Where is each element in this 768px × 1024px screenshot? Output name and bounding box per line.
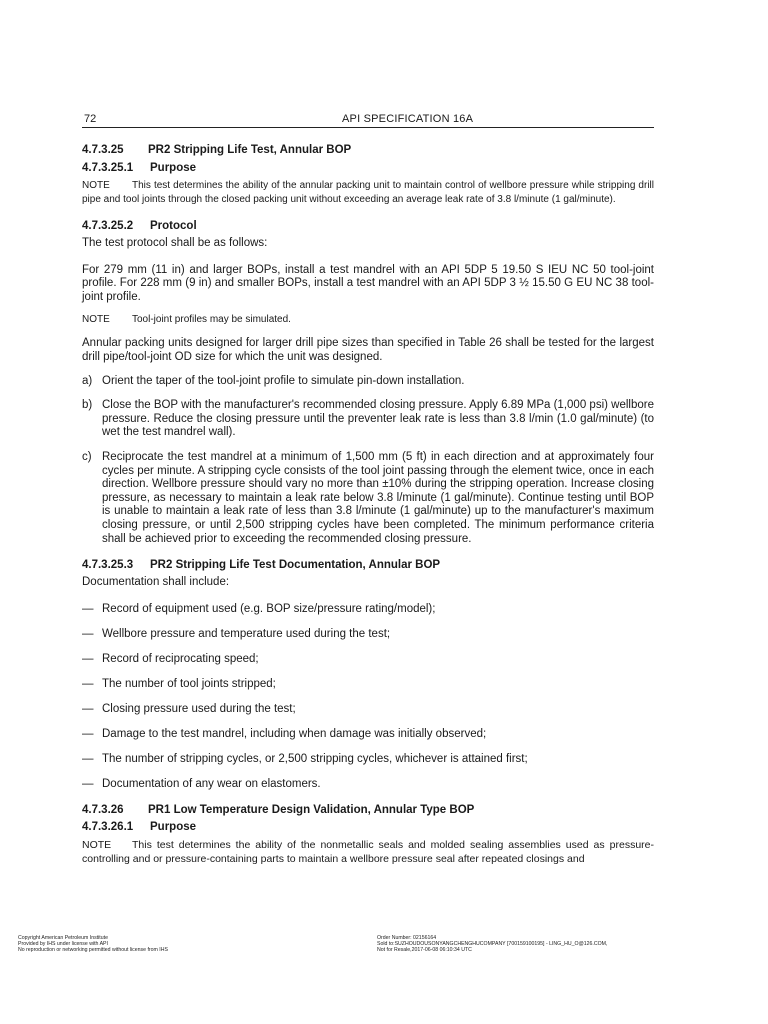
- list-item: — Record of reciprocating speed;: [82, 652, 259, 665]
- page-content: [82, 142, 654, 866]
- list-item: — Documentation of any wear on elastomers.: [82, 777, 321, 790]
- footer-copyright: Copyright American Petroleum Institute Provided by IHS under license with API No reproduction or networking permitted without license from IHS: [18, 935, 168, 954]
- step-b: b) Close the BOP with the manufacturer's recommended closing pressure. Apply 6.89 MPa (1,000 psi) wellbore pressure. Reduce the closing pressure until the preventer leak rate is less than 3.8 l/min (1.0 gal/minute) (to wet the test mandrel wall).: [82, 399, 654, 439]
- documentation-intro: Documentation shall include:: [82, 576, 230, 589]
- subsection-heading-protocol: 4.7.3.25.2 Protocol: [82, 220, 197, 232]
- list-item: — Damage to the test mandrel, including when damage was initially observed;: [82, 727, 487, 740]
- purpose-note-2: NOTE This test determines the ability of the nonmetallic seals and molded sealing assemblies used as pressure-controlling and or pressure-containing parts to maintain a wellbore pressure seal after repeated closings and: [82, 838, 654, 865]
- purpose-note: NOTE This test determines the ability of the annular packing unit to maintain control of wellbore pressure while stripping drill pipe and tool joints through the closed packing unit without exceeding an average leak rate of 3.8 l/minute (1 gal/minute).: [82, 180, 654, 205]
- subsection-heading-purpose-2: 4.7.3.26.1 Purpose: [82, 820, 197, 833]
- section-heading-4-7-3-26: 4.7.3.26 PR1 Low Temperature Design Validation, Annular Type BOP: [82, 803, 475, 816]
- documentation-list: [82, 602, 654, 791]
- protocol-intro: The test protocol shall be as follows:: [82, 237, 268, 249]
- header-title: API SPECIFICATION 16A: [342, 113, 474, 125]
- list-item: — Closing pressure used during the test;: [82, 702, 296, 715]
- subsection-heading-purpose: 4.7.3.25.1 Purpose: [82, 162, 197, 174]
- list-item: — The number of tool joints stripped;: [82, 677, 276, 690]
- page-header: [82, 113, 654, 128]
- section-heading-4-7-3-25: 4.7.3.25 PR2 Stripping Life Test, Annular BOP: [82, 144, 352, 156]
- page-number: 72: [84, 113, 97, 125]
- footer-order-info: Order Number: 02156164 Sold to:SUZHOUDOUSONYANGCHENGHUCOMPANY [700159100195] - LING_HU_O@126.COM, Not for Resale,2017-06-08 06:10:34 UTC: [377, 935, 608, 954]
- step-a: a) Orient the taper of the tool-joint profile to simulate pin-down installation.: [82, 374, 465, 387]
- list-item: — The number of stripping cycles, or 2,500 stripping cycles, whichever is attained first;: [82, 752, 528, 765]
- list-item: — Wellbore pressure and temperature used during the test;: [82, 627, 391, 640]
- protocol-paragraph-2: Annular packing units designed for larger drill pipe sizes than specified in Table 26 shall be tested for the largest drill pipe/tool-joint OD size for which the unit was designed.: [82, 337, 654, 363]
- step-c: c) Reciprocate the test mandrel at a minimum of 1,500 mm (5 ft) in each direction and at approximately four cycles per minute. A stripping cycle consists of the tool joint passing through the element twice, once in each direction. Wellbore pressure should vary no more than ±10% during the stripping operation. Increase closing pressure, as necessary to maintain a leak rate below 3.8 l/minute (1 gal/minute). Continue testing until BOP is unable to maintain a leak rate of less than 3.8 l/minute (1 gal/minute) up to the manufacturer's maximum closing pressure, or until 2,500 stripping cycles have been completed. The minimum performance criteria shall be achieved prior to exceeding the recommended closing pressure.: [82, 450, 654, 545]
- subsection-heading-documentation: 4.7.3.25.3 PR2 Stripping Life Test Documentation, Annular BOP: [82, 559, 441, 572]
- tool-joint-note: NOTE Tool-joint profiles may be simulated.: [82, 314, 291, 326]
- list-item: — Record of equipment used (e.g. BOP size/pressure rating/model);: [82, 602, 436, 615]
- protocol-paragraph-1: For 279 mm (11 in) and larger BOPs, install a test mandrel with an API 5DP 5 19.50 S IEU NC 50 tool-joint profile. For 228 mm (9 in) and smaller BOPs, install a test mandrel with an API 5DP 3 ½ 15.50 G EU NC 38 tool-joint profile.: [82, 263, 654, 303]
